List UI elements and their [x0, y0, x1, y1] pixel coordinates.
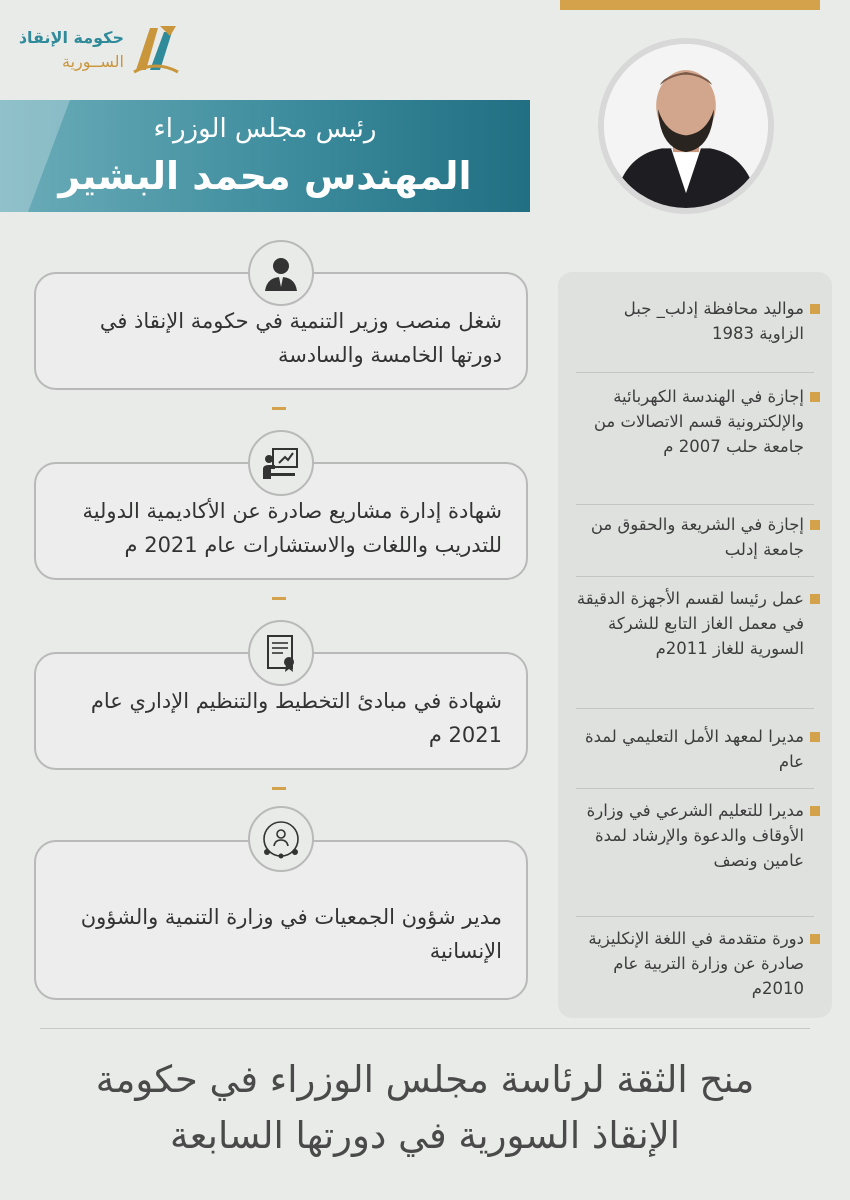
bullet-icon — [810, 520, 820, 530]
presentation-icon-badge — [248, 430, 314, 496]
network-icon-badge — [248, 806, 314, 872]
footer-line2: الإنقاذ السورية في دورتها السابعة — [169, 1114, 681, 1157]
bio-item: مديرا لمعهد الأمل التعليمي لمدة عام — [576, 724, 820, 774]
card-text: شغل منصب وزير التنمية في حكومة الإنقاذ في دورتها الخامسة والسادسة — [99, 309, 502, 367]
government-logo — [18, 14, 192, 84]
card-text: شهادة في مبادئ التخطيط والتنظيم الإداري عام 2021 م — [90, 689, 502, 747]
bio-item: مديرا للتعليم الشرعي في وزارة الأوقاف والدعوة والإرشاد لمدة عامين ونصف — [576, 798, 820, 873]
bio-item: إجازة في الهندسة الكهربائية والإلكترونية قسم الاتصالات من جامعة حلب 2007 م — [576, 384, 820, 459]
title-role: رئيس مجلس الوزراء — [153, 114, 377, 144]
biography-panel — [558, 272, 832, 1018]
card-divider — [272, 787, 286, 790]
certificate-icon-badge — [248, 620, 314, 686]
card-text: شهادة إدارة مشاريع صادرة عن الأكاديمية الدولية للتدريب واللغات والاستشارات عام 2021 م — [82, 499, 502, 557]
certificate-icon — [261, 633, 301, 673]
network-people-icon — [261, 819, 301, 859]
bio-item: دورة متقدمة في اللغة الإنكليزية صادرة عن وزارة التربية عام 2010م — [576, 926, 820, 1001]
person-icon-badge — [248, 240, 314, 306]
bio-separator — [576, 788, 814, 789]
portrait-illustration — [604, 44, 768, 208]
logo-emblem-icon — [130, 20, 182, 78]
person-icon — [261, 253, 301, 293]
logo-text-line1: حكومة الإنقاذ — [18, 28, 124, 47]
bio-separator — [576, 504, 814, 505]
footer-divider — [40, 1028, 810, 1029]
card-divider — [272, 407, 286, 410]
footer-statement — [30, 1052, 820, 1164]
logo-text-line2: الســورية — [62, 52, 124, 71]
bio-separator — [576, 372, 814, 373]
bullet-icon — [810, 934, 820, 944]
bio-item: إجازة في الشريعة والحقوق من جامعة إدلب — [576, 512, 820, 562]
title-name: المهندس محمد البشير — [58, 154, 472, 198]
bio-separator — [576, 576, 814, 577]
bullet-icon — [810, 392, 820, 402]
bullet-icon — [810, 806, 820, 816]
top-accent-bar — [560, 0, 820, 10]
bio-separator — [576, 916, 814, 917]
bullet-icon — [810, 304, 820, 314]
bullet-icon — [810, 732, 820, 742]
card-divider — [272, 597, 286, 600]
title-banner — [0, 100, 530, 212]
bullet-icon — [810, 594, 820, 604]
portrait-photo — [598, 38, 774, 214]
bio-item: عمل رئيسا لقسم الأجهزة الدقيقة في معمل الغاز التابع للشركة السورية للغاز 2011م — [576, 586, 820, 661]
footer-line1: منح الثقة لرئاسة مجلس الوزراء في حكومة — [95, 1058, 755, 1101]
bio-separator — [576, 708, 814, 709]
bio-item: مواليد محافظة إدلب_ جبل الزاوية 1983 — [576, 296, 820, 346]
card-text: مدير شؤون الجمعيات في وزارة التنمية والشؤون الإنسانية — [80, 905, 502, 963]
presentation-icon — [261, 443, 301, 483]
